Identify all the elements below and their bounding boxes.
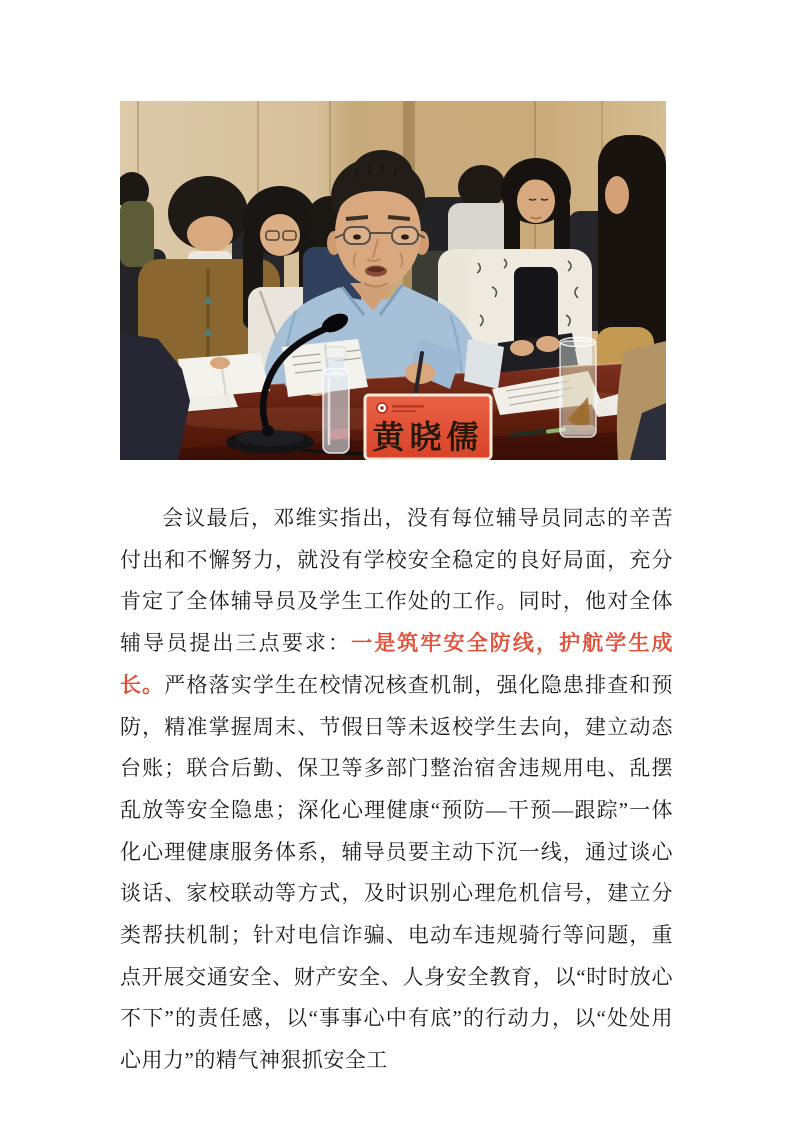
foreground-arm-right: [617, 341, 666, 460]
white-person-arm: [464, 339, 504, 389]
name-card-text: 黄晓儒: [372, 419, 484, 455]
tea-glass: [556, 338, 600, 444]
meeting-photo: [120, 101, 666, 460]
paragraph-text-after: 严格落实学生在校情况核查机制，强化隐患排查和预防，精准掌握周末、节假日等未返校学生去向，建立动态台账；联合后勤、保卫等多部门整治宿舍违规用电、乱摆乱放等安全隐患；深化心理健康“预防—干预—跟踪”一体化心理健康服务体系，辅导员要主动下沉一线，通过谈心谈话、家校联动等方式，及时识别心理危机信号，建立分类帮扶机制；针对电信诈骗、电动车违规骑行等问题，重点开展交通安全、财产安全、人身安全教育，以“时时放心不下”的责任感，以“事事心中有底”的行动力，以“处处用心用力”的精气神狠抓安全工: [120, 672, 674, 1073]
paragraph-text-before: 会议最后，邓维实指出，没有每位辅导员同志的辛苦付出和不懈努力，就没有学校安全稳定的良好局面，充分肯定了全体辅导员及学生工作处的工作。同时，他对全体辅导员提出三点要求：: [120, 506, 673, 656]
article-paragraph: [120, 498, 673, 1082]
name-card: [364, 395, 492, 460]
paragraph-highlight: 一是筑牢安全防线，护航学生成长。: [120, 631, 674, 697]
notebook-left: [178, 353, 270, 399]
